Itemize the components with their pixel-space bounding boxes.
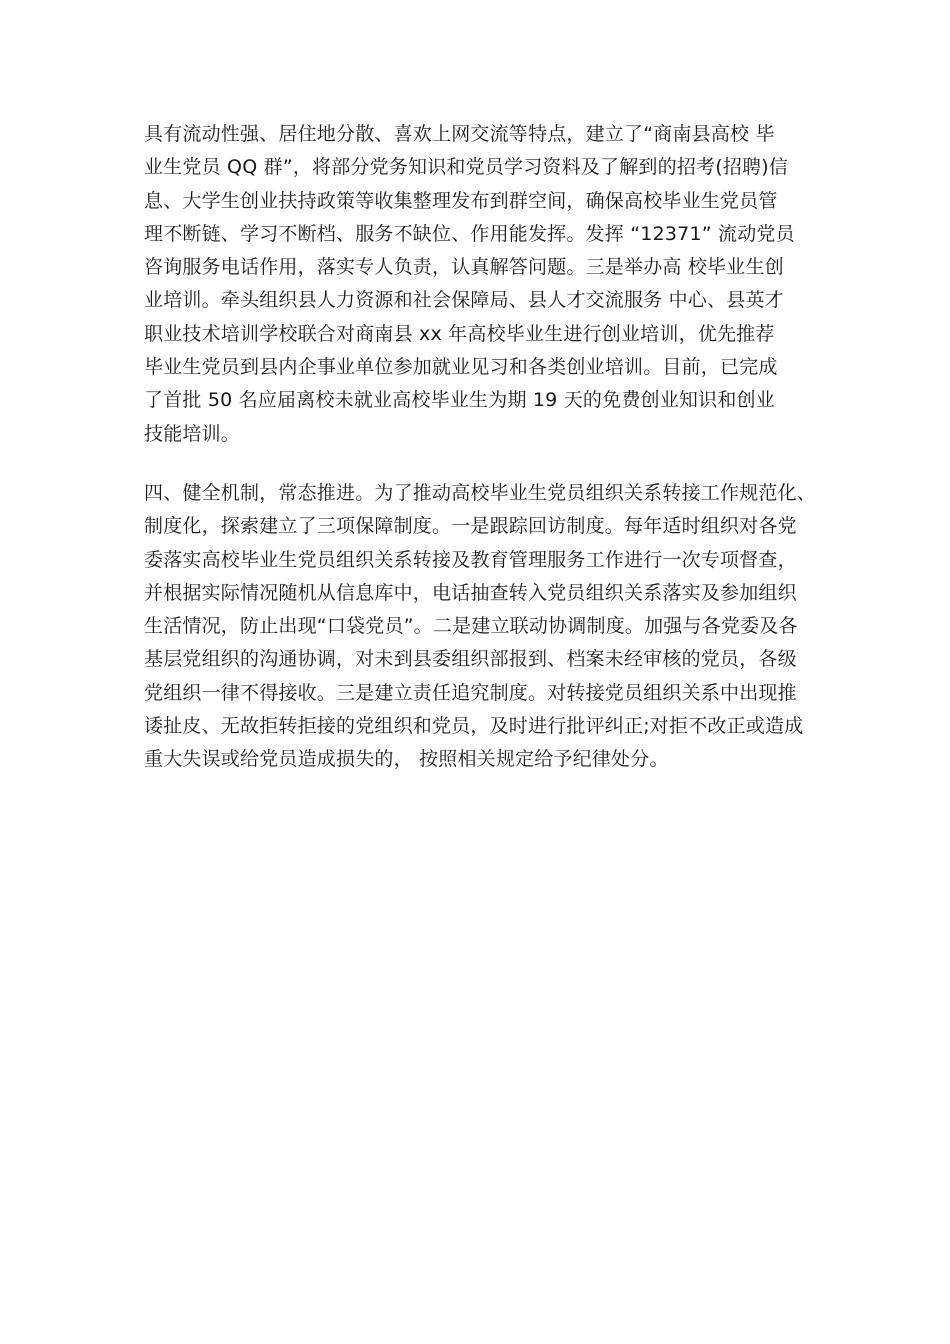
paragraph-line: 并根据实际情况随机从信息库中，电话抽查转入党员组织关系落实及参加组织: [144, 581, 797, 604]
paragraph-line: 技能培训。: [144, 422, 241, 445]
paragraph-line: 职业技术培训学校联合对商南县 xx 年高校毕业生进行创业培训，优先推荐: [144, 322, 775, 345]
paragraph-line: 业生党员 QQ 群”，将部分党务知识和党员学习资料及了解到的招考(招聘)信: [144, 156, 789, 179]
paragraph-1: [144, 118, 816, 451]
paragraph-line: 党组织一律不得接收。三是建立责任追究制度。对转接党员组织关系中出现推: [144, 681, 797, 704]
paragraph-line: 生活情况，防止出现“口袋党员”。二是建立联动协调制度。加强与各党委及各: [144, 615, 798, 638]
paragraph-spacer: [144, 451, 816, 477]
paragraph-line: 四、健全机制，常态推进。为了推动高校毕业生党员组织关系转接工作规范化、: [144, 481, 817, 504]
paragraph-line: 咨询服务电话作用，落实专人负责，认真解答问题。三是举办高 校毕业生创: [144, 256, 784, 279]
paragraph-line: 制度化，探索建立了三项保障制度。一是跟踪回访制度。每年适时组织对各党: [144, 515, 797, 538]
paragraph-line: 具有流动性强、居住地分散、喜欢上网交流等特点，建立了“商南县高校 毕: [144, 123, 775, 145]
paragraph-line: 重大失误或给党员造成损失的， 按照相关规定给予纪律处分。: [144, 748, 669, 771]
paragraph-line: 诿扯皮、无故拒转拒接的党组织和党员，及时进行批评纠正;对拒不改正或造成: [144, 715, 804, 738]
paragraph-line: 毕业生党员到县内企事业单位参加就业见习和各类创业培训。目前，已完成: [144, 356, 778, 379]
paragraph-line: 息、大学生创业扶持政策等收集整理发布到群空间，确保高校毕业生党员管: [144, 189, 778, 212]
paragraph-line: 了首批 50 名应届离校未就业高校毕业生为期 19 天的免费创业知识和创业: [144, 389, 775, 412]
paragraph-line: 基层党组织的沟通协调，对未到县委组织部报到、档案未经审核的党员，各级: [144, 648, 797, 671]
paragraph-line: 业培训。牵头组织县人力资源和社会保障局、县人才交流服务 中心、县英才: [144, 289, 784, 312]
document-body: [144, 118, 816, 777]
paragraph-line: 理不断链、学习不断档、服务不缺位、作用能发挥。发挥 “12371” 流动党员: [144, 222, 795, 245]
paragraph-line: 委落实高校毕业生党员组织关系转接及教育管理服务工作进行一次专项督查，: [144, 548, 797, 571]
paragraph-2: [144, 477, 816, 777]
